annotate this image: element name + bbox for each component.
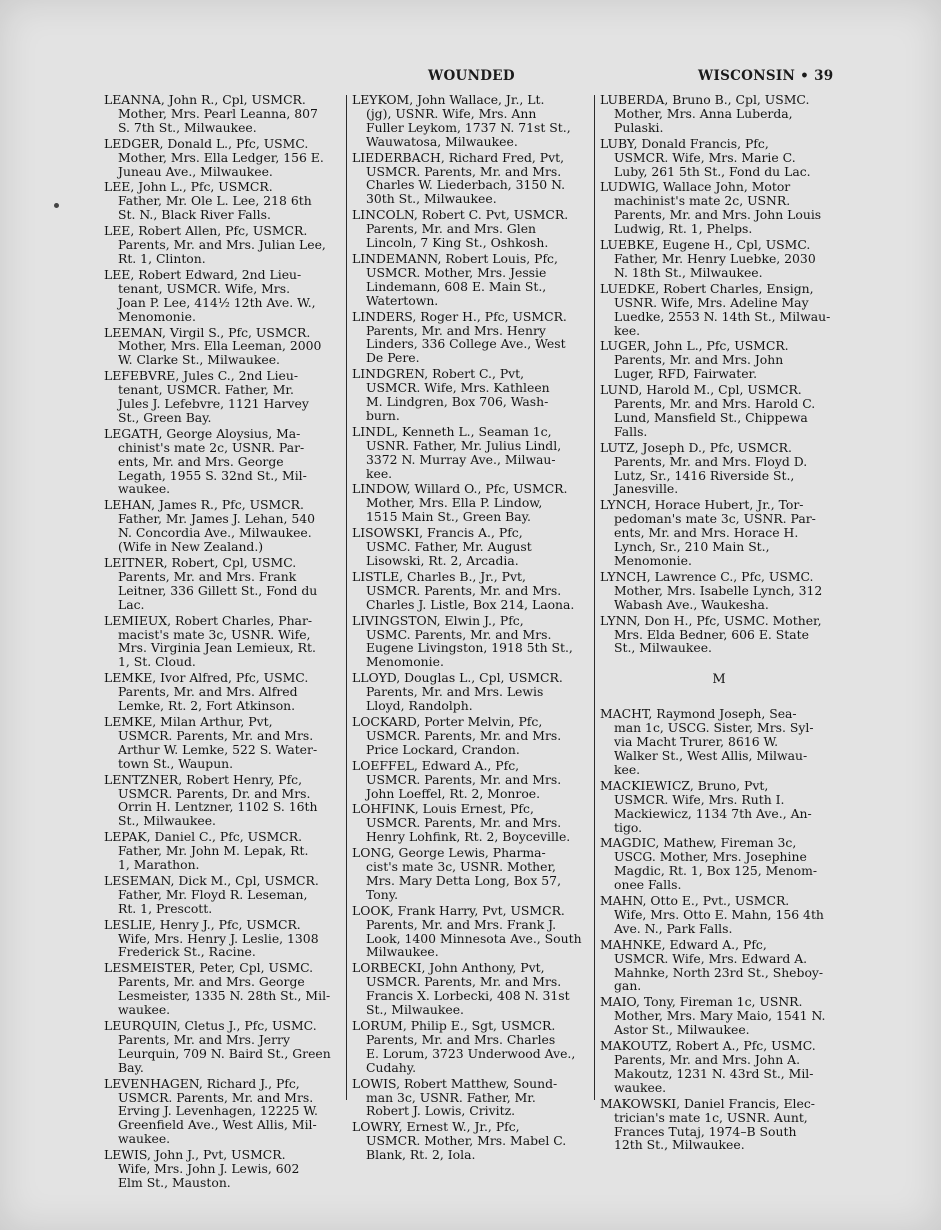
casualty-entry: MAKOUTZ, Robert A., Pfc, USMC. Parents, Mr. and Mrs. John A. Makoutz, 1231 N. 43rd St., Mil- waukee. (600, 1038, 816, 1095)
column-3 (600, 93, 838, 1154)
casualty-entry: LEITNER, Robert, Cpl, USMC. Parents, Mr. and Mrs. Frank Leitner, 336 Gillett St., Fond du Lac. (104, 555, 318, 612)
casualty-entry: LISTLE, Charles B., Jr., Pvt, USMCR. Parents, Mr. and Mrs. Charles J. Listle, Box 214, Laona. (352, 568, 575, 612)
casualty-entry: LUEDKE, Robert Charles, Ensign, USNR. Wife, Mrs. Adeline May Luedke, 2553 N. 14th St., Milwau- kee. (600, 280, 831, 338)
casualty-entry: LONG, George Lewis, Pharma- cist's mate 3c, USNR. Mother, Mrs. Mary Detta Long, Box 57, Tony. (352, 845, 562, 902)
casualty-entry: LINDEMANN, Robert Louis, Pfc, USMCR. Mother, Mrs. Jessie Lindemann, 608 E. Main St., Watertown. (352, 250, 558, 308)
casualty-entry: LOCKARD, Porter Melvin, Pfc, USMCR. Parents, Mr. and Mrs. Price Lockard, Crandon. (352, 713, 562, 757)
casualty-entry: LEEMAN, Virgil S., Pfc, USMCR. Mother, Mrs. Ella Leeman, 2000 W. Clarke St., Milwaukee. (104, 324, 322, 368)
casualty-entry: LORUM, Philip E., Sgt, USMCR. Parents, Mr. and Mrs. Charles E. Lorum, 3723 Underwood Ave., Cudahy. (352, 1018, 576, 1075)
casualty-entry: LYNCH, Lawrence C., Pfc, USMC. Mother, Mrs. Isabelle Lynch, 312 Wabash Ave., Waukesha. (600, 568, 823, 612)
casualty-entry: LINCOLN, Robert C. Pvt, USMCR. Parents, Mr. and Mrs. Glen Lincoln, 7 King St., Oshkosh. (352, 207, 569, 251)
casualty-entry: LEFEBVRE, Jules C., 2nd Lieu- tenant, USMCR. Father, Mr. Jules J. Lefebvre, 1121 Harvey St., Green Bay. (104, 368, 309, 425)
casualty-entry: LUEBKE, Eugene H., Cpl, USMC. Father, Mr. Henry Luebke, 2030 N. 18th St., Milwaukee. (600, 237, 816, 280)
casualty-entry: MAIO, Tony, Fireman 1c, USNR. Mother, Mrs. Mary Maio, 1541 N. Astor St., Milwaukee. (600, 994, 826, 1038)
casualty-entry: LEDGER, Donald L., Pfc, USMC. Mother, Mrs. Ella Ledger, 156 E. Juneau Ave., Milwaukee. (104, 135, 324, 179)
casualty-entry: LEE, Robert Allen, Pfc, USMCR. Parents, Mr. and Mrs. Julian Lee, Rt. 1, Clinton. (104, 223, 326, 266)
casualty-entry: LYNN, Don H., Pfc, USMC. Mother, Mrs. Elda Bedner, 606 E. State St., Milwaukee. (600, 612, 822, 656)
casualty-entry: LUGER, John L., Pfc, USMCR. Parents, Mr. and Mrs. John Luger, RFD, Fairwater. (600, 338, 789, 382)
casualty-entry: LOHFINK, Louis Ernest, Pfc, USMCR. Parents, Mr. and Mrs. Henry Lohfink, Rt. 2, Boyceville. (352, 801, 571, 845)
column-divider (346, 95, 347, 1100)
casualty-entry: LESMEISTER, Peter, Cpl, USMC. Parents, Mr. and Mrs. George Lesmeister, 1335 N. 28th St., Mil- waukee. (104, 960, 331, 1018)
casualty-entry: LUBY, Donald Francis, Pfc, USMCR. Wife, Mrs. Marie C. Luby, 261 5th St., Fond du Lac. (600, 135, 811, 179)
casualty-entry: LOOK, Frank Harry, Pvt, USMCR. Parents, Mr. and Mrs. Frank J. Look, 1400 Minnesota Ave., South Milwaukee. (352, 902, 582, 960)
casualty-entry: LEPAK, Daniel C., Pfc, USMCR. Father, Mr. John M. Lepak, Rt. 1, Marathon. (104, 829, 309, 873)
header-section-title: WOUNDED (428, 68, 515, 84)
casualty-entry: LINDGREN, Robert C., Pvt, USMCR. Wife, Mrs. Kathleen M. Lindgren, Box 706, Wash- burn. (352, 366, 550, 423)
casualty-entry: MAHNKE, Edward A., Pfc, USMCR. Wife, Mrs. Edward A. Mahnke, North 23rd St., Sheboy- gan. (600, 936, 824, 994)
casualty-entry: LEURQUIN, Cletus J., Pfc, USMC. Parents, Mr. and Mrs. Jerry Leurquin, 709 N. Baird St., Green Bay. (104, 1018, 331, 1075)
casualty-entry: LYNCH, Horace Hubert, Jr., Tor- pedoman's mate 3c, USNR. Par- ents, Mr. and Mrs. Horace H. Lynch, Sr., 210 Main St., Menomonie. (600, 497, 816, 568)
casualty-entry: LEWIS, John J., Pvt, USMCR. Wife, Mrs. John J. Lewis, 602 Elm St., Mauston. (104, 1147, 300, 1190)
casualty-entry: LEGATH, George Aloysius, Ma- chinist's mate 2c, USNR. Par- ents, Mr. and Mrs. George Legath, 1955 S. 32nd St., Mil- waukee. (104, 425, 307, 497)
casualty-entry: LINDOW, Willard O., Pfc, USMCR. Mother, Mrs. Ella P. Lindow, 1515 Main St., Green Bay. (352, 481, 568, 525)
casualty-entry: MACHT, Raymond Joseph, Sea- man 1c, USCG. Sister, Mrs. Syl- via Macht Trurer, 8616 W. Walker St., West Allis, Milwau- kee. (600, 706, 814, 777)
casualty-entry: LEMIEUX, Robert Charles, Phar- macist's mate 3c, USNR. Wife, Mrs. Virginia Jean Lemieux, Rt. 1, St. Cloud. (104, 612, 316, 670)
casualty-entry: LUDWIG, Wallace John, Motor machinist's mate 2c, USNR. Parents, Mr. and Mrs. John Louis Ludwig, Rt. 1, Phelps. (600, 179, 822, 237)
header-state-page: WISCONSIN • 39 (698, 68, 834, 84)
casualty-entry: LIVINGSTON, Elwin J., Pfc, USMC. Parents, Mr. and Mrs. Eugene Livingston, 1918 5th St., Menomonie. (352, 612, 573, 670)
casualty-entry: MAHN, Otto E., Pvt., USMCR. Wife, Mrs. Otto E. Mahn, 156 4th Ave. N., Park Falls. (600, 893, 824, 936)
casualty-entry: MACKIEWICZ, Bruno, Pvt, USMCR. Wife, Mrs. Ruth I. Mackiewicz, 1134 7th Ave., An- tigo. (600, 777, 812, 835)
casualty-entry: LEANNA, John R., Cpl, USMCR. Mother, Mrs. Pearl Leanna, 807 S. 7th St., Milwaukee. (104, 92, 318, 135)
casualty-entry: LINDL, Kenneth L., Seaman 1c, USNR. Father, Mr. Julius Lindl, 3372 N. Murray Ave., Milwau- kee. (352, 423, 562, 481)
running-header (0, 66, 941, 86)
casualty-entry: LEE, Robert Edward, 2nd Lieu- tenant, USMCR. Wife, Mrs. Joan P. Lee, 414½ 12th Ave. W., Menomonie. (104, 266, 316, 324)
casualty-entry: LOEFFEL, Edward A., Pfc, USMCR. Parents, Mr. and Mrs. John Loeffel, Rt. 2, Monroe. (352, 757, 562, 801)
casualty-entry: LENTZNER, Robert Henry, Pfc, USMCR. Parents, Dr. and Mrs. Orrin H. Lentzner, 1102 S. 16th St., Milwaukee. (104, 771, 318, 829)
casualty-entry: LUTZ, Joseph D., Pfc, USMCR. Parents, Mr. and Mrs. Floyd D. Lutz, Sr., 1416 Riverside St., Janesville. (600, 439, 808, 497)
casualty-entry: LESLIE, Henry J., Pfc, USMCR. Wife, Mrs. Henry J. Leslie, 1308 Frederick St., Racine. (104, 916, 319, 960)
casualty-entry: LIEDERBACH, Richard Fred, Pvt, USMCR. Parents, Mr. and Mrs. Charles W. Liederbach, 3150 N. 30th St., Milwaukee. (352, 149, 566, 207)
casualty-entry: LESEMAN, Dick M., Cpl, USMCR. Father, Mr. Floyd R. Leseman, Rt. 1, Prescott. (104, 872, 319, 916)
casualty-entry: LLOYD, Douglas L., Cpl, USMCR. Parents, Mr. and Mrs. Lewis Lloyd, Randolph. (352, 670, 563, 714)
casualty-entry: MAKOWSKI, Daniel Francis, Elec- trician's mate 1c, USNR. Aunt, Frances Tutaj, 1974–B South 12th St., Milwaukee. (600, 1095, 815, 1153)
casualty-entry: LUBERDA, Bruno B., Cpl, USMC. Mother, Mrs. Anna Luberda, Pulaski. (600, 92, 810, 135)
casualty-entry: LORBECKI, John Anthony, Pvt, USMCR. Parents, Mr. and Mrs. Francis X. Lorbecki, 408 N. 31st St., Milwaukee. (352, 960, 570, 1018)
casualty-entry: LUND, Harold M., Cpl, USMCR. Parents, Mr. and Mrs. Harold C. Lund, Mansfield St., Chippewa Falls. (600, 382, 816, 439)
casualty-entry: LISOWSKI, Francis A., Pfc, USMC. Father, Mr. August Lisowski, Rt. 2, Arcadia. (352, 525, 532, 568)
column-1 (104, 93, 340, 1192)
casualty-entry: LEE, John L., Pfc, USMCR. Father, Mr. Ole L. Lee, 218 6th St. N., Black River Falls. (104, 179, 312, 223)
section-letter-heading: M (712, 672, 726, 688)
casualty-entry: LINDERS, Roger H., Pfc, USMCR. Parents, Mr. and Mrs. Henry Linders, 336 College Ave., West De Pere. (352, 308, 567, 366)
casualty-entry: LEMKE, Milan Arthur, Pvt, USMCR. Parents, Mr. and Mrs. Arthur W. Lemke, 522 S. Water- town St., Waupun. (104, 713, 318, 771)
casualty-entry: LEVENHAGEN, Richard J., Pfc, USMCR. Parents, Mr. and Mrs. Erving J. Levenhagen, 12225 W. Greenfield Ave., West Allis, Mil- waukee. (104, 1075, 318, 1147)
casualty-entry: MAGDIC, Mathew, Fireman 3c, USCG. Mother, Mrs. Josephine Magdic, Rt. 1, Box 125, Menom- onee Falls. (600, 835, 818, 893)
casualty-entry: LEHAN, James R., Pfc, USMCR. Father, Mr. James J. Lehan, 540 N. Concordia Ave., Milwaukee. (Wife in New Zealand.) (104, 497, 316, 555)
column-2 (352, 93, 588, 1164)
casualty-entry: LEMKE, Ivor Alfred, Pfc, USMC. Parents, Mr. and Mrs. Alfred Lemke, Rt. 2, Fort Atkinson. (104, 670, 309, 714)
casualty-entry: LEYKOM, John Wallace, Jr., Lt. (jg), USNR. Wife, Mrs. Ann Fuller Leykom, 1737 N. 71st St., Wauwatosa, Milwaukee. (352, 92, 571, 149)
punch-mark (54, 203, 59, 208)
casualty-entry: LOWRY, Ernest W., Jr., Pfc, USMCR. Mother, Mrs. Mabel C. Blank, Rt. 2, Iola. (352, 1119, 567, 1163)
column-divider (594, 95, 595, 1100)
casualty-entry: LOWIS, Robert Matthew, Sound- man 3c, USNR. Father, Mr. Robert J. Lowis, Crivitz. (352, 1075, 558, 1119)
